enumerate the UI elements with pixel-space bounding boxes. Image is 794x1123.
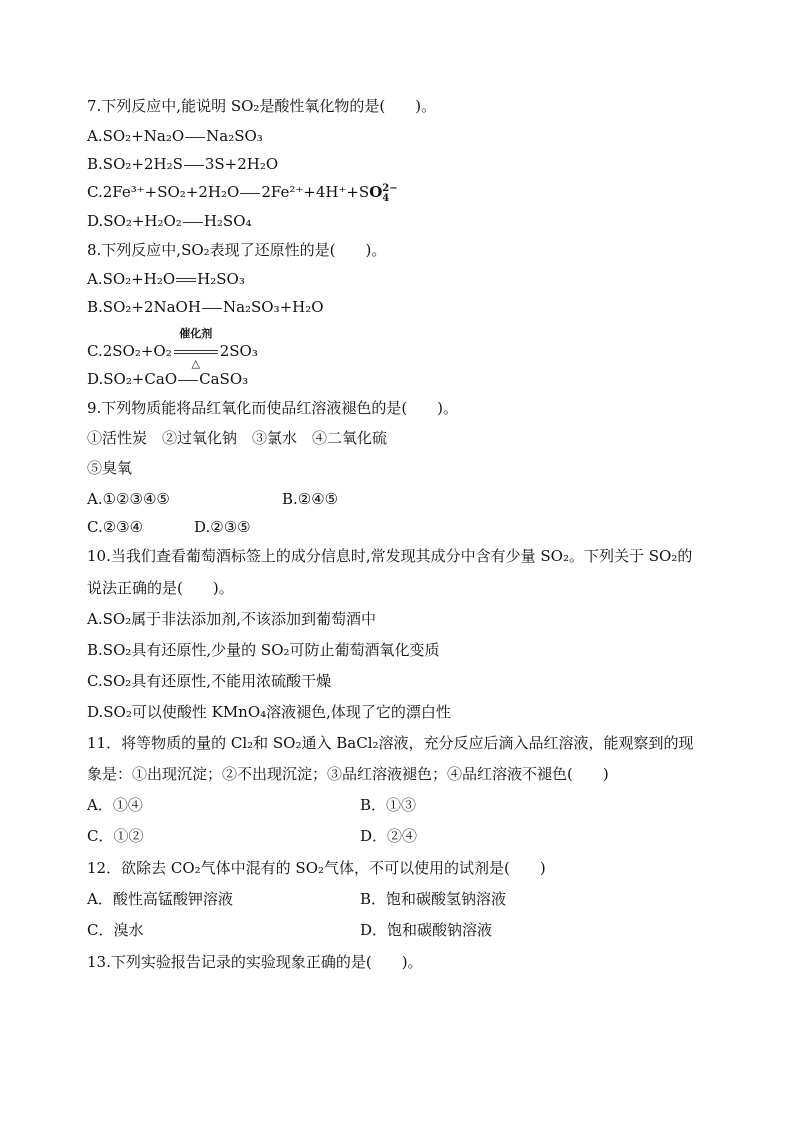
q9-option-c: C.②③④ — [87, 518, 144, 536]
equals-sign — [240, 193, 260, 194]
q9-option-b: B.②④⑤ — [282, 490, 339, 508]
q12-options-row2 — [87, 920, 493, 940]
reversible-arrow — [176, 278, 196, 283]
catalyst-reversible-arrow — [174, 327, 218, 370]
q13-stem: 13.下列实验报告记录的实验现象正确的是( )。 — [87, 953, 423, 971]
q7-option-d — [87, 211, 252, 231]
catalyst-label: 催化剂 — [179, 327, 213, 340]
sulfate-ion-scripts — [382, 184, 397, 204]
q9-items-line1: ①活性炭 ②过氧化钠 ③氯水 ④二氧化硫 — [87, 429, 388, 447]
q7-b-reactants: B.SO₂+2H₂S — [87, 155, 183, 173]
q10-stem-line1: 10.当我们查看葡萄酒标签上的成分信息时,常发现其成分中含有少量 SO₂。下列关于 SO₂的 — [87, 547, 693, 565]
q8-b-products: Na₂SO₃+H₂O — [222, 298, 324, 316]
q8-b-reactants: B.SO₂+2NaOH — [87, 298, 201, 316]
ion-subscript: 4 — [382, 193, 390, 204]
q7-stem: 7.下列反应中,能说明 SO₂是酸性氧化物的是( )。 — [87, 97, 437, 115]
q8-a-reactants: A.SO₂+H₂O — [87, 270, 176, 288]
q9-stem: 9.下列物质能将品红氧化而使品红溶液褪色的是( )。 — [87, 399, 459, 417]
q7-b-products: 3S+2H₂O — [204, 155, 279, 173]
q7-a-reactants: A.SO₂+Na₂O — [87, 127, 185, 145]
q8-option-c — [87, 327, 258, 370]
equals-sign — [178, 380, 198, 381]
q11-option-c: C．①② — [87, 827, 144, 845]
q10-option-b: B.SO₂具有还原性,少量的 SO₂可防止葡萄酒氧化变质 — [87, 641, 440, 659]
q7-a-products: Na₂SO₃ — [206, 127, 263, 145]
q11-options-row2 — [87, 826, 418, 846]
q11-option-a: A．①④ — [87, 796, 143, 814]
q10-option-d: D.SO₂可以使酸性 KMnO₄溶液褪色,体现了它的漂白性 — [87, 703, 451, 721]
sulfate-o: O — [369, 183, 383, 201]
q12-stem: 12．欲除去 CO₂气体中混有的 SO₂气体，不可以使用的试剂是( ) — [87, 859, 546, 877]
q12-options-row1 — [87, 889, 507, 909]
q11-stem-line1: 11．将等物质的量的 Cl₂和 SO₂通入 BaCl₂溶液，充分反应后滴入品红溶液，能观察到的现 — [87, 734, 694, 752]
q11-option-b: B．①③ — [360, 796, 417, 814]
q9-options-row1 — [87, 489, 339, 509]
q8-option-d — [87, 369, 248, 389]
q8-c-products: 2SO₃ — [219, 342, 258, 360]
q12-option-d: D．饱和碳酸钠溶液 — [360, 921, 493, 939]
q7-d-products: H₂SO₄ — [203, 212, 252, 230]
q11-stem-line2: 象是：①出现沉淀；②不出现沉淀；③品红溶液褪色；④品红溶液不褪色( ) — [87, 765, 609, 783]
equals-sign — [185, 137, 205, 138]
equals-sign — [184, 165, 204, 166]
q8-option-a — [87, 269, 245, 289]
q11-option-d: D．②④ — [360, 827, 418, 845]
q10-stem-line2: 说法正确的是( )。 — [87, 579, 234, 597]
q8-d-reactants: D.SO₂+CaO — [87, 370, 178, 388]
q10-option-c: C.SO₂具有还原性,不能用浓硫酸干燥 — [87, 672, 332, 690]
q8-a-products: H₂SO₃ — [197, 270, 245, 288]
q9-options-row2 — [87, 517, 251, 537]
equals-sign — [202, 308, 222, 309]
q7-option-c — [87, 182, 398, 204]
q10-option-a: A.SO₂属于非法添加剂,不该添加到葡萄酒中 — [87, 610, 376, 628]
ion-charge: 2− — [382, 183, 398, 194]
q7-d-reactants: D.SO₂+H₂O₂ — [87, 212, 182, 230]
q9-items-line2: ⑤臭氧 — [87, 459, 133, 477]
q8-d-products: CaSO₃ — [199, 370, 249, 388]
q7-option-b — [87, 154, 278, 174]
q7-option-a — [87, 126, 263, 146]
q8-option-b — [87, 297, 324, 317]
q11-options-row1 — [87, 795, 417, 815]
q8-stem: 8.下列反应中,SO₂表现了还原性的是( )。 — [87, 241, 387, 259]
q9-option-a: A.①②③④⑤ — [87, 490, 170, 508]
equals-sign — [183, 222, 203, 223]
q8-c-reactants: C.2SO₂+O₂ — [87, 342, 172, 360]
q12-option-c: C．溴水 — [87, 921, 144, 939]
q9-option-d: D.②③⑤ — [194, 518, 251, 536]
q7-c-reactants: C.2Fe³⁺+SO₂+2H₂O — [87, 183, 240, 201]
q12-option-b: B．饱和碳酸氢钠溶液 — [360, 890, 507, 908]
q12-option-a: A．酸性高锰酸钾溶液 — [87, 890, 233, 908]
heat-symbol: △ — [191, 357, 200, 370]
q7-c-products: 2Fe²⁺+4H⁺+S — [261, 183, 370, 201]
